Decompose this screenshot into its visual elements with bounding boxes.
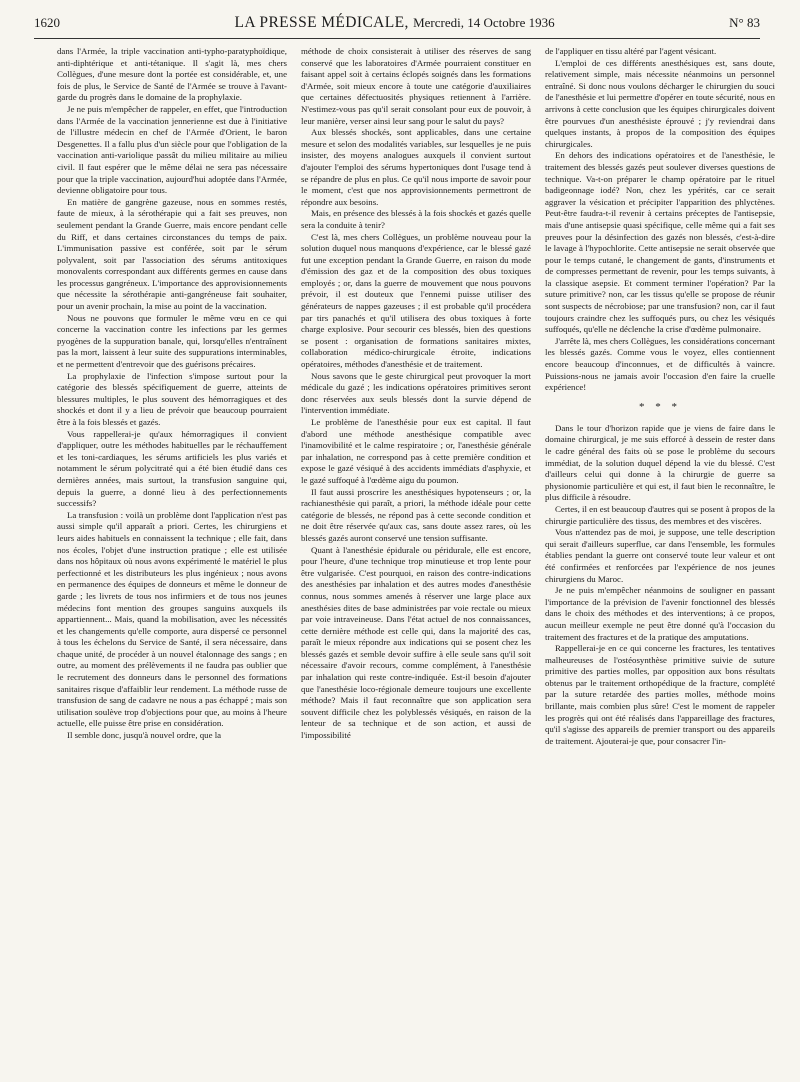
issue-date: Mercredi, 14 Octobre 1936: [413, 15, 555, 30]
paragraph: Nous ne pouvons que formuler le même vœu en ce qui concerne la vaccination contre les infections par les germes pyogènes de la suppuration banale, qui, lorsqu'elles n'entraînent pas la mort, laissent à leur suite des suppurations interminables, et ne permettent d'entrevoir que des guérisons précaires.: [57, 312, 287, 370]
paragraph: méthode de choix consisterait à utiliser des réserves de sang conservé que les laboratoires d'Armée pourraient constituer en faisant appel soit à certains éclopés soignés dans les formations d'Armée, soit mieux encore à toute une catégorie d'auxiliaires que certaines défectuosités physiques retiennent à l'arrière. N'estimez-vous pas qu'il serait consolant pour eux de pouvoir, à leur manière, verser ainsi leur sang pour le salut du pays?: [301, 46, 531, 126]
paragraph: Le problème de l'anesthésie pour eux est capital. Il faut d'abord une méthode anesthésique compatible avec l'inamovibilité et le calme respiratoire ; or, l'anesthésie générale par inhalation, ne correspond pas à cette première condition et expose le gazé vésiqué à des accidents immédiats d'asphyxie, et le gazé suffoqué à l'œdème aigu du poumon.: [301, 417, 531, 485]
paragraph: dans l'Armée, la triple vaccination anti-typho-paratyphoïdique, anti-diphtérique et anti-tétanique. Il s'agit là, mes chers Collègues, d'une mesure dont la portée est considérable, et, une fois de plus, le Service de Santé de l'Armée se trouve à l'avant-garde du progrès dans le domaine de la prophylaxie.: [57, 46, 287, 103]
paragraph: En dehors des indications opératoires et de l'anesthésie, le traitement des blessés gazés peut soulever diverses questions de technique. Va-t-on préparer le champ opératoire par le rituel badigeonnage iodé? Non, chez les ypérités, car ce serait aggraver la vésication et précipiter l'apparition des phlyctènes. Peut-être faudra-t-il revenir à certains préceptes de l'antisepsie, mais d'une antisepsie quasi spécifique, celle même qui a fait ses preuves pour la désinfection des gazés non blessés, c'est-à-dire le lavage à l'hypochlorite. Cette antisepsie ne serait observée que pour le temps cutané, le changement de gants, d'instruments et de compresses permettant de revenir, pour les temps suivants, à la classique asepsie. Et comment terminer l'opération? Par la suture primitive? non, car les tissus qu'elle se propose de réunir sont suspects de nécrobiose; par une transfusion? non, car il faut toujours craindre chez les suffoqués purs, ou chez les vésiqués suffoqués, qu'elle ne déclenche la crise d'œdème pulmonaire.: [545, 150, 775, 335]
paragraph: Vous n'attendez pas de moi, je suppose, une telle description qui serait d'ailleurs superflue, car dans l'ensemble, les formules établies pendant la guerre ont conservé toute leur valeur et ont été confirmées et renforcées par l'expérience de nos jeunes chirurgiens du Maroc.: [545, 527, 775, 584]
page-number: 1620: [34, 15, 60, 30]
section-separator: * * *: [639, 400, 681, 413]
paragraph: Certes, il en est beaucoup d'autres qui se posent à propos de la chirurgie particulière des tissus, des membres et des viscères.: [545, 503, 775, 526]
paragraph: Quant à l'anesthésie épidurale ou péridurale, elle est encore, pour l'heure, d'une technique trop minutieuse et trop lente pour être vulgarisée. C'est pourquoi, en raison des contre-indications des anesthésies par inhalation et des autres modes d'anesthésie connus, nous sommes amenés à réserver une large place aux anesthésies dites de base administrées par voie rectale ou mieux par voie intraveineuse. Dans l'état actuel de nos connaissances, cette dernière méthode est celle qui, dans la majorité des cas, paraît le mieux répondre aux indications qui se posent chez les blessés gazés et semble devoir suffire à elle seule sans qu'il soit nécessaire d'avoir recours, comme complément, à l'anesthésie par inhalation qui reste contre-indiquée. Est-il besoin d'ajouter que l'anesthésie loco-régionale demeure toujours une excellente méthode? Mais il faut reconnaître que son application sera souvent difficile chez les polyblessés vésiqués, en raison de la lenteur de sa technique et de son action, et aussi de l'impossibilité: [301, 544, 531, 741]
paragraph: C'est là, mes chers Collègues, un problème nouveau pour la solution duquel nous manquons d'expérience, car le blessé gazé fut une exception pendant la Grande Guerre, en raison du mode d'émission des gaz et de la composition des obus toxiques employés ; or, dans la guerre de mouvement que nous pouvons prévoir, il est douteux que l'ennemi puisse utiliser des générateurs de nappes gazeuses ; il est probable qu'il procédera par tirs panachés et qu'il utilisera des obus toxiques à forte charge explosive. Pour secourir ces blessés, bien des questions se posent : organisation de formations sanitaires mixtes, collaboration médico-chirurgicale étroite, indications opératoires, méthodes d'anesthésie et de traitement.: [301, 231, 531, 370]
column-3: [545, 46, 775, 1076]
issue-number: N° 83: [729, 15, 760, 30]
paragraph: Aux blessés shockés, sont applicables, dans une certaine mesure et selon des modalités variables, sur lesquelles je ne puis insister, des moyens analogues auxquels il convient surtout d'ajouter l'emploi des sérums hypertoniques dont l'usage tend à se répandre de plus en plus. Ce qu'il nous importe de savoir pour le moment, c'est que nos approvisionnements permettront de répondre aux besoins.: [301, 127, 531, 207]
paragraph: En matière de gangrène gazeuse, nous en sommes restés, faute de mieux, à la sérothérapie qui a fait ses preuves, non seulement pendant la Grande Guerre, mais encore pendant celle du Riff, et dans certaines circonstances du temps de paix. L'immunisation passive est conférée, soit par le sérum polyvalent, soit par l'association des sérums antitoxiques monovalents correspondant aux différents germes en cause dans les processus gangréneux. L'importance des approvisionnements que nécessite la sérothérapie anti-gangréneuse fait souhaiter, pour un avenir prochain, la mise au point de la vaccination.: [57, 196, 287, 312]
paragraph: Il faut aussi proscrire les anesthésiques hypotenseurs ; or, la rachianesthésie qui paraît, a priori, la méthode idéale pour cette catégorie de blessés, ne répond pas à cette seconde condition et ne doit être réservée qu'aux cas, sans doute assez rares, où les blessés gazés auront conservé une tension suffisante.: [301, 486, 531, 543]
paragraph: de l'appliquer en tissu altéré par l'agent vésicant.: [545, 46, 717, 56]
journal-name: LA PRESSE MÉDICALE,: [234, 14, 409, 31]
paragraph: Mais, en présence des blessés à la fois shockés et gazés quelle sera la conduite à tenir?: [301, 208, 531, 230]
header-rule: [34, 38, 760, 39]
paragraph: Vous rappellerai-je qu'aux hémorragiques il convient d'appliquer, outre les méthodes habituelles par le réchauffement et les toni-cardiaques, les sérums artificiels les plus variés et notamment le sérum polycitraté qui a été bien étudié dans ces dernières années, mais surtout, la transfusion sanguine qui, depuis la guerre, a donné lieu à des perfectionnements successifs?: [57, 428, 287, 509]
paragraph: La prophylaxie de l'infection s'impose surtout pour la catégorie des blessés spécifiquement de guerre, atteints de blessures multiples, le plus souvent des hémorragiques et des shockés et dont il y a lieu de prévoir que beaucoup pourraient être à la fois blessés et gazés.: [57, 370, 287, 427]
paragraph: L'emploi de ces différents anesthésiques est, sans doute, relativement simple, mais nécessite néanmoins un personnel entraîné. Si donc nous voulons décharger le chirurgien du souci de l'anesthésie et lui permettre d'opérer en toute sécurité, nous en arrivons à cette conclusion que les équipes chirurgicales doivent être pourvues d'un anesthésiste éprouvé ; j'y reviendrai dans quelques instants, à propos de la composition des équipes chirurgicales.: [545, 57, 775, 149]
article-body: [57, 46, 775, 1076]
journal-title: [235, 14, 555, 32]
running-header: [34, 14, 760, 40]
paragraph: Il semble donc, jusqu'à nouvel ordre, que la: [67, 730, 222, 741]
paragraph: Je ne puis m'empêcher de rappeler, en effet, que l'introduction dans l'Armée de la vaccination jennerienne est due à l'initiative de l'illustre médecin en chef de l'Armée d'Orient, le baron Desgenettes. Il a fallu plus d'un siècle pour que l'obligation de la vaccination anti-variolique passât du milieu militaire au milieu civil. Il faut espérer que le même délai ne sera pas nécessaire pour que la triple vaccination, aujourd'hui adoptée dans l'Armée, devienne obligatoire pour tous.: [57, 103, 287, 196]
paragraph: Dans le tour d'horizon rapide que je viens de faire dans le domaine chirurgical, je me suis efforcé à dessein de rester dans le cadre général des faits où se pose le problème du secours immédiat, de la solution duquel dépend la vie du blessé. C'est d'ailleurs celui qui donne à la chirurgie de guerre sa physionomie particulière et qui est, il faut bien le reconnaître, le plus difficile à résoudre.: [545, 422, 775, 503]
paragraph: Rappellerai-je en ce qui concerne les fractures, les tentatives malheureuses de l'ostéosynthèse primitive suivie de suture primitive des parties molles, par opposition aux bons résultats obtenus par le traitement orthopédique de la fracture, complété par la suture retardée des parties molles, méthode moins brillante, mais combien plus sûre! C'est le moment de rappeler les progrès qui ont été réalisés dans l'appareillage des fractures, qu'il s'agisse des appareils de premier transport ou des appareils de traitement. Ajouterai-je que, pour consacrer l'in-: [545, 643, 775, 746]
paragraph: J'arrête là, mes chers Collègues, les considérations concernant les blessés gazés. Comme vous le voyez, elles contiennent encore beaucoup d'inconnues, et de difficultés à vaincre. Puissions-nous ne jamais avoir l'occasion d'en faire la cruelle expérience!: [545, 335, 775, 393]
column-1: [57, 46, 287, 1076]
paragraph: La transfusion : voilà un problème dont l'application n'est pas aussi simple qu'il apparaît a priori. Certes, les chirurgiens et leurs aides habituels en connaissent la technique ; elle fait, dans nos écoles, l'objet d'une instruction pratique ; elle est utilisée dans nos hôpitaux où nous avons expérimenté le matériel le plus perfectionné et les distributeurs les plus ingénieux ; nous avons en permanence des équipes de donneurs et même le donneur de garde ; les livrets de tous nos infirmiers et de tous nos jeunes médecins font mention des groupes sanguins auxquels ils appartiennent... Mais, quand la mobilisation, avec les nécessités et les changements qu'elle comporte, aura dispersé ce personnel à tous les échelons du Service de Santé, il sera nécessaire, dans chaque unité, de procéder à un nouvel étalonnage des sangs ; en outre, au moment des prélèvements il ne faudra pas oublier que le recrutement des donneurs dans le personnel des formations sanitaires risque d'affaiblir leur rendement. La méthode russe de transfusion de sang de cadavre ne nous a pas échappé ; mais son utilisation soulève trop d'objections pour que, au moins à l'heure actuelle, elle puisse être prise en considération.: [57, 509, 287, 729]
paragraph: Je ne puis m'empêcher néanmoins de souligner en passant l'importance de la prévision de l'avenir fonctionnel des blessés dans le choix des méthodes et des interventions; à ce propos, aucun meilleur exemple ne peut être donné qu'à l'occasion du traitement des fractures et de la pratique des amputations.: [545, 585, 775, 642]
paragraph: Nous savons que le geste chirurgical peut provoquer la mort médicale du gazé ; les indications opératoires primitives seront donc réservées aux seuls blessés dont la survie dépend de l'intervention immédiate.: [301, 370, 531, 416]
column-2: [301, 46, 531, 1076]
